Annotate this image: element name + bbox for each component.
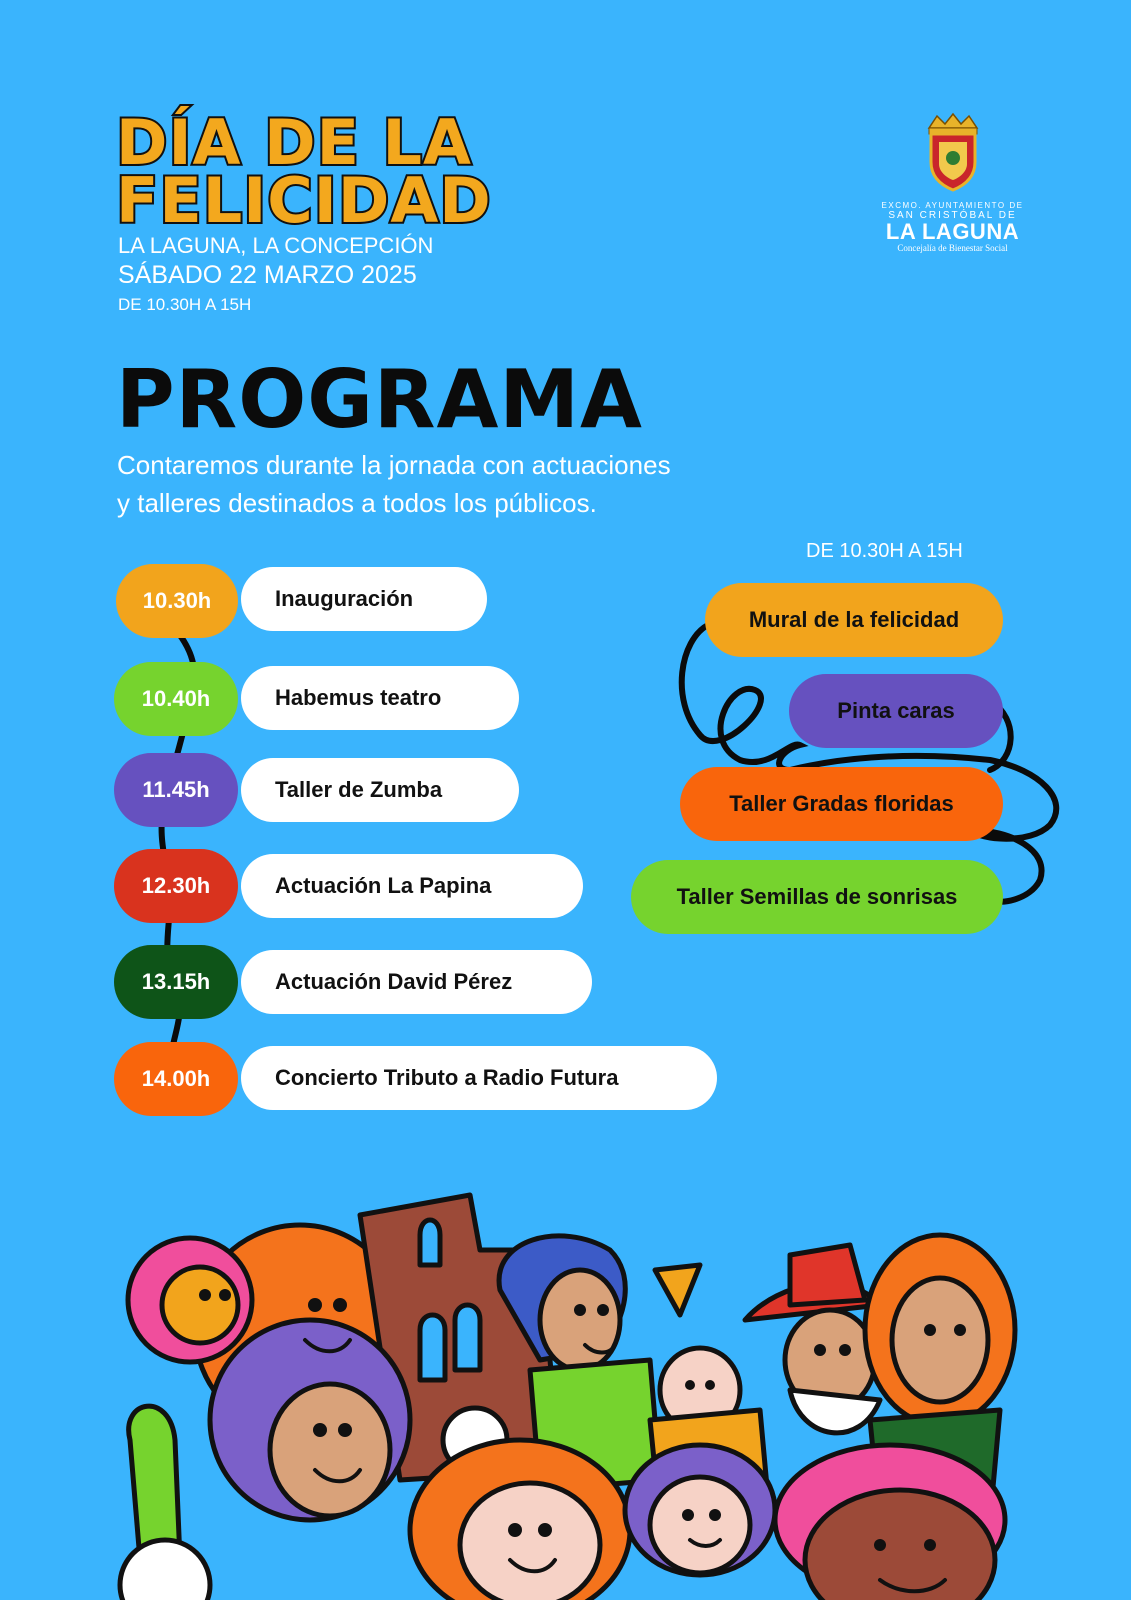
- schedule-activity-5: Concierto Tributo a Radio Futura: [241, 1046, 717, 1110]
- logo-line2: SAN CRISTÓBAL DE: [888, 210, 1017, 221]
- schedule-activity-0: Inauguración: [241, 567, 487, 631]
- schedule-activity-2: Taller de Zumba: [241, 758, 519, 822]
- event-title-line2: FELICIDAD: [116, 164, 492, 237]
- schedule-time-4: 13.15h: [114, 945, 238, 1019]
- event-location: LA LAGUNA, LA CONCEPCIÓN: [118, 233, 434, 258]
- workshop-0: Mural de la felicidad: [705, 583, 1003, 657]
- schedule-activity-1: Habemus teatro: [241, 666, 519, 730]
- programa-heading: PROGRAMA: [116, 353, 643, 446]
- schedule-time-3: 12.30h: [114, 849, 238, 923]
- event-title-line1: DÍA DE LA: [116, 106, 472, 179]
- workshop-1: Pinta caras: [789, 674, 1003, 748]
- workshops-hours: DE 10.30H A 15H: [806, 540, 963, 562]
- schedule-time-5: 14.00h: [114, 1042, 238, 1116]
- party-cup-icon: [655, 1265, 700, 1315]
- logo-line3: LA LAGUNA: [885, 219, 1020, 244]
- schedule-activity-3: Actuación La Papina: [241, 854, 583, 918]
- cactus-character: [129, 1406, 180, 1560]
- event-hours: DE 10.30H A 15H: [118, 295, 252, 314]
- schedule-time-2: 11.45h: [114, 753, 238, 827]
- logo-line4: Concejalía de Bienestar Social: [897, 243, 1008, 253]
- schedule-time-1: 10.40h: [114, 662, 238, 736]
- schedule-time-0: 10.30h: [116, 564, 238, 638]
- schedule-activity-4: Actuación David Pérez: [241, 950, 592, 1014]
- workshop-2: Taller Gradas floridas: [680, 767, 1003, 841]
- intro-line2: y talleres destinados a todos los públicos.: [117, 488, 597, 518]
- logo-line1: EXCMO. AYUNTAMIENTO DE: [881, 201, 1024, 210]
- workshop-3: Taller Semillas de sonrisas: [631, 860, 1003, 934]
- event-date: SÁBADO 22 MARZO 2025: [118, 261, 417, 289]
- intro-line1: Contaremos durante la jornada con actuaciones: [117, 450, 671, 480]
